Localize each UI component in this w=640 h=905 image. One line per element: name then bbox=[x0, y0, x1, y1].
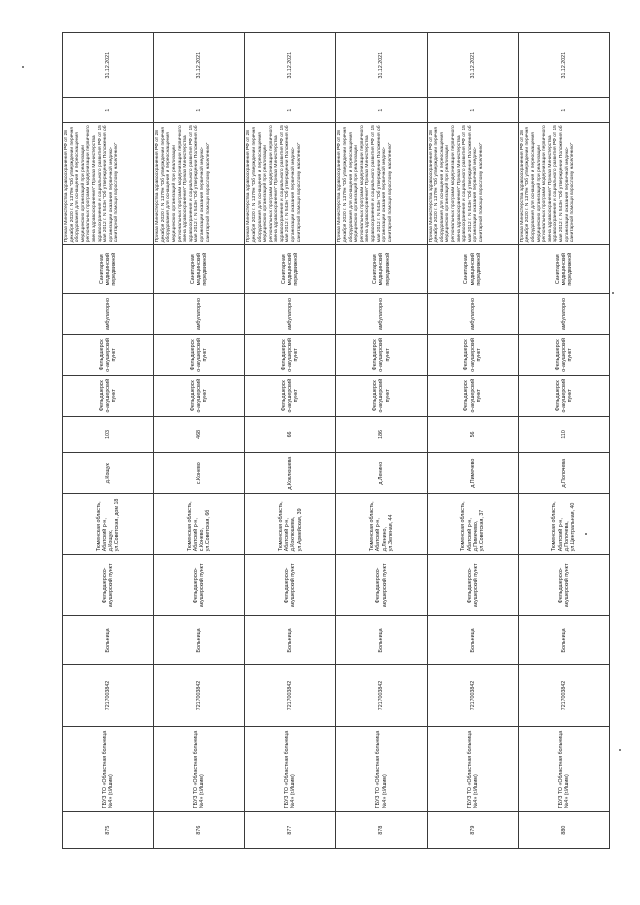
unit-type: Фельдшерско-акушерский пункт bbox=[63, 375, 154, 416]
unit-subtype: Фельдшерско-акушерский пункт bbox=[154, 334, 245, 375]
equipment-quantity: 1 bbox=[518, 98, 609, 122]
population-count: 186 bbox=[336, 416, 427, 453]
deadline-date: 31.12.2021 bbox=[336, 33, 427, 98]
rotated-table-frame bbox=[62, 32, 610, 849]
regulatory-document: Приказ Министерства здравоохранения РФ от 28 декабря 2020 г. N 1379н "Об утверждении перечня оборудования для оснащения и переоснащения медицинских организаций при реализации региональных программ модернизации первичного звена здравоохранения" Приказ Министерства здравоохранения и социального развития РФ от 15 мая 2012 г. N 543н "Об утверждении Положения об организации оказания первичной медико-санитарной помощи взрослому населению" bbox=[518, 122, 609, 244]
table-row bbox=[154, 33, 245, 849]
care-condition: амбулаторно bbox=[63, 294, 154, 335]
inn-code: 7217003842 bbox=[518, 665, 609, 726]
equipment-name: Санитарная медицинский передвижной bbox=[518, 245, 609, 294]
organization-type: Больница bbox=[154, 616, 245, 665]
population-count: 468 bbox=[154, 416, 245, 453]
care-condition: амбулаторно bbox=[245, 294, 336, 335]
equipment-name: Санитарная медицинский передвижной bbox=[336, 245, 427, 294]
row-number: 876 bbox=[154, 812, 245, 849]
unit-name: Фельдшерско-акушерский пункт bbox=[154, 555, 245, 616]
unit-type: Фельдшерско-акушерский пункт bbox=[336, 375, 427, 416]
inn-code: 7217003842 bbox=[154, 665, 245, 726]
scan-speck bbox=[585, 533, 587, 535]
organization-type: Больница bbox=[245, 616, 336, 665]
organization-name: ГБУЗ ТО «Областная больница №4» (г.Ишим) bbox=[336, 726, 427, 812]
regulatory-document: Приказ Министерства здравоохранения РФ от 28 декабря 2020 г. N 1379н "Об утверждении перечня оборудования для оснащения и переоснащения медицинских организаций при реализации региональных программ модернизации первичного звена здравоохранения" Приказ Министерства здравоохранения и социального развития РФ от 15 мая 2012 г. N 543н "Об утверждении Положения об организации оказания первичной медико-санитарной помощи взрослому населению" bbox=[154, 122, 245, 244]
organization-type: Больница bbox=[427, 616, 518, 665]
scan-speck bbox=[22, 66, 24, 68]
row-number: 880 bbox=[518, 812, 609, 849]
table-row bbox=[63, 33, 154, 849]
unit-subtype: Фельдшерско-акушерский пункт bbox=[245, 334, 336, 375]
unit-subtype: Фельдшерско-акушерский пункт bbox=[63, 334, 154, 375]
organization-type: Больница bbox=[63, 616, 154, 665]
regulatory-document: Приказ Министерства здравоохранения РФ от 28 декабря 2020 г. N 1379н "Об утверждении перечня оборудования для оснащения и переоснащения медицинских организаций при реализации региональных программ модернизации первичного звена здравоохранения" Приказ Министерства здравоохранения и социального развития РФ от 15 мая 2012 г. N 543н "Об утверждении Положения об организации оказания первичной медико-санитарной помощи взрослому населению" bbox=[63, 122, 154, 244]
deadline-date: 31.12.2021 bbox=[63, 33, 154, 98]
deadline-date: 31.12.2021 bbox=[427, 33, 518, 98]
unit-address: Тюменская область, Абатский р-н, с.Конево, ул.Советская, 6б bbox=[154, 494, 245, 555]
table-row bbox=[518, 33, 609, 849]
settlement-name: д.Коклюшева bbox=[245, 453, 336, 494]
unit-name: Фельдшерско-акушерский пункт bbox=[63, 555, 154, 616]
equipment-quantity: 1 bbox=[154, 98, 245, 122]
settlement-name: д.Пимечево bbox=[427, 453, 518, 494]
population-count: 56 bbox=[427, 416, 518, 453]
inn-code: 7217003842 bbox=[427, 665, 518, 726]
care-condition: амбулаторно bbox=[336, 294, 427, 335]
population-count: 66 bbox=[245, 416, 336, 453]
inn-code: 7217003842 bbox=[63, 665, 154, 726]
organization-name: ГБУЗ ТО «Областная больница №4» (г.Ишим) bbox=[245, 726, 336, 812]
organization-name: ГБУЗ ТО «Областная больница №4» (г.Ишим) bbox=[518, 726, 609, 812]
population-count: 110 bbox=[518, 416, 609, 453]
settlement-name: д.Полочева bbox=[518, 453, 609, 494]
care-condition: амбулаторно bbox=[427, 294, 518, 335]
deadline-date: 31.12.2021 bbox=[518, 33, 609, 98]
organization-name: ГБУЗ ТО «Областная больница №4» (г.Ишим) bbox=[63, 726, 154, 812]
row-number: 875 bbox=[63, 812, 154, 849]
inn-code: 7217003842 bbox=[245, 665, 336, 726]
unit-name: Фельдшерско-акушерский пункт bbox=[245, 555, 336, 616]
unit-type: Фельдшерско-акушерский пункт bbox=[245, 375, 336, 416]
deadline-date: 31.12.2021 bbox=[245, 33, 336, 98]
row-number: 879 bbox=[427, 812, 518, 849]
unit-address: Тюменская область, Абатский р-н, д.Кощук, ул.Советская, дом 18 bbox=[63, 494, 154, 555]
unit-name: Фельдшерско-акушерский пункт bbox=[336, 555, 427, 616]
equipment-table bbox=[62, 32, 610, 849]
equipment-quantity: 1 bbox=[336, 98, 427, 122]
settlement-name: д.Ленино bbox=[336, 453, 427, 494]
row-number: 877 bbox=[245, 812, 336, 849]
care-condition: амбулаторно bbox=[518, 294, 609, 335]
inn-code: 7217003842 bbox=[336, 665, 427, 726]
regulatory-document: Приказ Министерства здравоохранения РФ от 28 декабря 2020 г. N 1379н "Об утверждении перечня оборудования для оснащения и переоснащения медицинских организаций при реализации региональных программ модернизации первичного звена здравоохранения" Приказ Министерства здравоохранения и социального развития РФ от 15 мая 2012 г. N 543н "Об утверждении Положения об организации оказания первичной медико-санитарной помощи взрослому населению" bbox=[427, 122, 518, 244]
equipment-name: Санитарная медицинский передвижной bbox=[154, 245, 245, 294]
unit-address: Тюменская область, Абатский р-н, д.Пимечево, ул.Советская, 37 bbox=[427, 494, 518, 555]
organization-name: ГБУЗ ТО «Областная больница №4» (г.Ишим) bbox=[427, 726, 518, 812]
scan-speck bbox=[612, 292, 614, 294]
unit-subtype: Фельдшерско-акушерский пункт bbox=[427, 334, 518, 375]
unit-name: Фельдшерско-акушерский пункт bbox=[518, 555, 609, 616]
settlement-name: д.Кощук bbox=[63, 453, 154, 494]
regulatory-document: Приказ Министерства здравоохранения РФ от 28 декабря 2020 г. N 1379н "Об утверждении перечня оборудования для оснащения и переоснащения медицинских организаций при реализации региональных программ модернизации первичного звена здравоохранения" Приказ Министерства здравоохранения и социального развития РФ от 15 мая 2012 г. N 543н "Об утверждении Положения об организации оказания первичной медико-санитарной помощи взрослому населению" bbox=[245, 122, 336, 244]
unit-address: Тюменская область, Абатский р-н, д.Полочева, ул.Центральная, 40 bbox=[518, 494, 609, 555]
settlement-name: с.Конево bbox=[154, 453, 245, 494]
unit-address: Тюменская область, Абатский р-н, д.Ленино, ул.Зеленая, 44 bbox=[336, 494, 427, 555]
organization-type: Больница bbox=[336, 616, 427, 665]
unit-subtype: Фельдшерско-акушерский пункт bbox=[518, 334, 609, 375]
unit-type: Фельдшерско-акушерский пункт bbox=[427, 375, 518, 416]
organization-name: ГБУЗ ТО «Областная больница №4» (г.Ишим) bbox=[154, 726, 245, 812]
population-count: 103 bbox=[63, 416, 154, 453]
equipment-quantity: 1 bbox=[245, 98, 336, 122]
table-row bbox=[427, 33, 518, 849]
table-row bbox=[245, 33, 336, 849]
scan-speck bbox=[619, 749, 621, 751]
equipment-quantity: 1 bbox=[63, 98, 154, 122]
unit-type: Фельдшерско-акушерский пункт bbox=[154, 375, 245, 416]
equipment-name: Санитарная медицинский передвижной bbox=[427, 245, 518, 294]
row-number: 878 bbox=[336, 812, 427, 849]
unit-address: Тюменская область, Абатский р-н, д.Коклюшева, ул.Армейская, 39 bbox=[245, 494, 336, 555]
unit-type: Фельдшерско-акушерский пункт bbox=[518, 375, 609, 416]
organization-type: Больница bbox=[518, 616, 609, 665]
unit-subtype: Фельдшерско-акушерский пункт bbox=[336, 334, 427, 375]
regulatory-document: Приказ Министерства здравоохранения РФ от 28 декабря 2020 г. N 1379н "Об утверждении перечня оборудования для оснащения и переоснащения медицинских организаций при реализации региональных программ модернизации первичного звена здравоохранения" Приказ Министерства здравоохранения и социального развития РФ от 15 мая 2012 г. N 543н "Об утверждении Положения об организации оказания первичной медико-санитарной помощи взрослому населению" bbox=[336, 122, 427, 244]
unit-name: Фельдшерско-акушерский пункт bbox=[427, 555, 518, 616]
equipment-name: Санитарная медицинский передвижной bbox=[63, 245, 154, 294]
deadline-date: 31.12.2021 bbox=[154, 33, 245, 98]
care-condition: амбулаторно bbox=[154, 294, 245, 335]
equipment-quantity: 1 bbox=[427, 98, 518, 122]
equipment-name: Санитарная медицинский передвижной bbox=[245, 245, 336, 294]
table-row bbox=[336, 33, 427, 849]
